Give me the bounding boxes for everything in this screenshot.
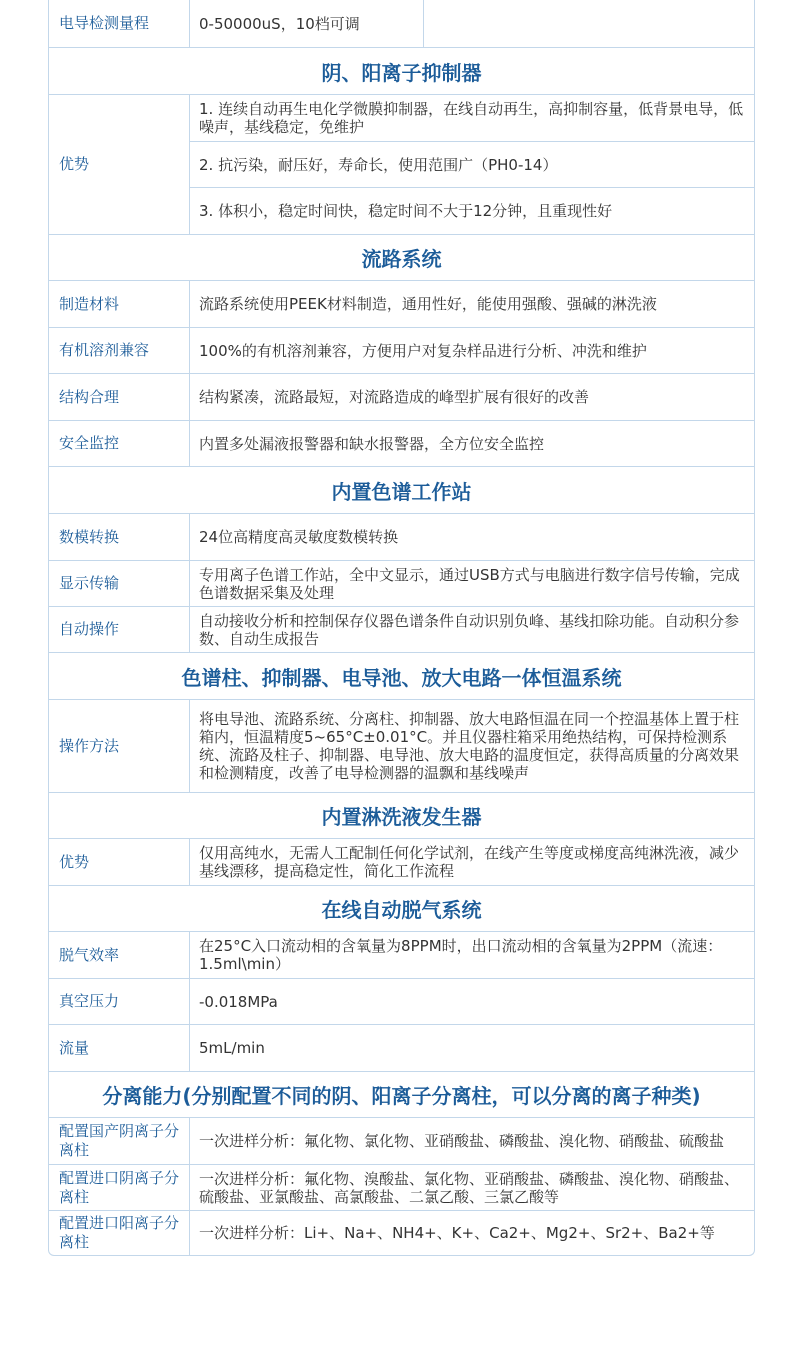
row-value: 内置多处漏液报警器和缺水报警器，全方位安全监控 — [199, 434, 545, 453]
table-row — [49, 931, 754, 978]
section-title-suppressor: 阴、阳离子抑制器 — [49, 47, 754, 94]
empty-cell — [424, 0, 754, 47]
section-title-thermostat: 色谱柱、抑制器、电导池、放大电路一体恒温系统 — [49, 652, 754, 699]
row-value: 一次进样分析：Li+、Na+、NH4+、K+、Ca2+、Mg2+、Sr2+、Ba2+等 — [199, 1224, 715, 1242]
row-label: 自动操作 — [49, 607, 190, 652]
row-label: 制造材料 — [49, 281, 190, 327]
row-label: 显示传输 — [49, 561, 190, 606]
row-label: 配置进口阴离子分离柱 — [49, 1165, 190, 1210]
table-row — [49, 1024, 754, 1071]
row-label: 配置国产阴离子分离柱 — [49, 1118, 190, 1164]
row-label: 优势 — [49, 95, 190, 234]
list-item: 2. 抗污染，耐压好，寿命长，使用范围广（PH0-14） — [190, 141, 754, 188]
row-label: 配置进口阳离子分离柱 — [49, 1211, 190, 1255]
row-value: 0-50000uS，10档可调 — [190, 0, 424, 47]
table-row — [49, 1164, 754, 1210]
row-value: 5mL/min — [199, 1039, 265, 1057]
table-row — [49, 420, 754, 466]
section-title-eluent: 内置淋洗液发生器 — [49, 792, 754, 838]
row-suppressor-advantages — [49, 94, 754, 234]
section-title-workstation: 内置色谱工作站 — [49, 466, 754, 513]
table-row — [49, 838, 754, 885]
list-item: 3. 体积小，稳定时间快，稳定时间不大于12分钟，且重现性好 — [190, 187, 754, 234]
table-row — [49, 560, 754, 606]
row-value: -0.018MPa — [199, 992, 278, 1011]
table-row — [49, 327, 754, 373]
row-value: 专用离子色谱工作站，全中文显示，通过USB方式与电脑进行数字信号传输，完成色谱数据采集及处理 — [199, 565, 740, 602]
row-value: 在25°C入口流动相的含氧量为8PPM时，出口流动相的含氧量为2PPM（流速：1.5ml\min） — [199, 937, 723, 973]
row-label: 电导检测量程 — [49, 0, 190, 47]
row-value: 流路系统使用PEEK材料制造，通用性好，能使用强酸、强碱的淋洗液 — [199, 295, 657, 313]
row-label: 数模转换 — [49, 514, 190, 560]
row-label: 结构合理 — [49, 374, 190, 420]
section-title-degas: 在线自动脱气系统 — [49, 885, 754, 931]
row-label: 优势 — [49, 839, 190, 885]
row-value: 24位高精度高灵敏度数模转换 — [199, 528, 399, 546]
row-value: 一次进样分析：氟化物、溴酸盐、氯化物、亚硝酸盐、磷酸盐、溴化物、硝酸盐、硫酸盐、亚氯酸盐、高氯酸盐、二氯乙酸、三氯乙酸等 — [199, 1169, 740, 1206]
row-label: 操作方法 — [49, 700, 190, 792]
row-label: 流量 — [49, 1025, 190, 1071]
advantage-list — [190, 95, 754, 234]
table-row — [49, 1210, 754, 1255]
row-conductivity-range — [49, 0, 754, 47]
row-value: 自动接收分析和控制保存仪器色谱条件自动识别负峰、基线扣除功能。自动积分参数、自动生成报告 — [199, 611, 740, 648]
table-row — [49, 373, 754, 420]
row-label: 有机溶剂兼容 — [49, 328, 190, 373]
table-row — [49, 606, 754, 652]
row-value: 一次进样分析：氟化物、氯化物、亚硝酸盐、磷酸盐、溴化物、硝酸盐、硫酸盐 — [199, 1132, 725, 1150]
table-row — [49, 513, 754, 560]
row-label: 脱气效率 — [49, 932, 190, 978]
row-label: 真空压力 — [49, 979, 190, 1024]
section-title-flow: 流路系统 — [49, 234, 754, 280]
list-item: 1. 连续自动再生电化学微膜抑制器，在线自动再生，高抑制容量，低背景电导，低噪声，基线稳定，免维护 — [199, 99, 744, 136]
table-row — [49, 978, 754, 1024]
row-value: 结构紧凑，流路最短，对流路造成的峰型扩展有很好的改善 — [199, 388, 590, 406]
spec-table — [48, 0, 755, 1256]
section-title-separation: 分离能力(分别配置不同的阴、阳离子分离柱，可以分离的离子种类) — [49, 1071, 754, 1117]
table-row — [49, 1117, 754, 1164]
row-value: 仅用高纯水，无需人工配制任何化学试剂，在线产生等度或梯度高纯淋洗液，减少基线漂移，提高稳定性，简化工作流程 — [199, 844, 740, 880]
row-label: 安全监控 — [49, 421, 190, 466]
row-value: 100%的有机溶剂兼容，方便用户对复杂样品进行分析、冲洗和维护 — [199, 341, 647, 360]
table-row — [49, 280, 754, 327]
row-value: 将电导池、流路系统、分离柱、抑制器、放大电路恒温在同一个控温基体上置于柱箱内，恒温精度5~65°C±0.01°C。并且仪器柱箱采用绝热结构，可保持检测系统、流路及柱子、抑制器、电导池、放大电路的温度恒定，获得高质量的分离效果和检测精度，改善了电导检测器的温飘和基线噪声 — [199, 710, 740, 782]
table-row — [49, 699, 754, 792]
